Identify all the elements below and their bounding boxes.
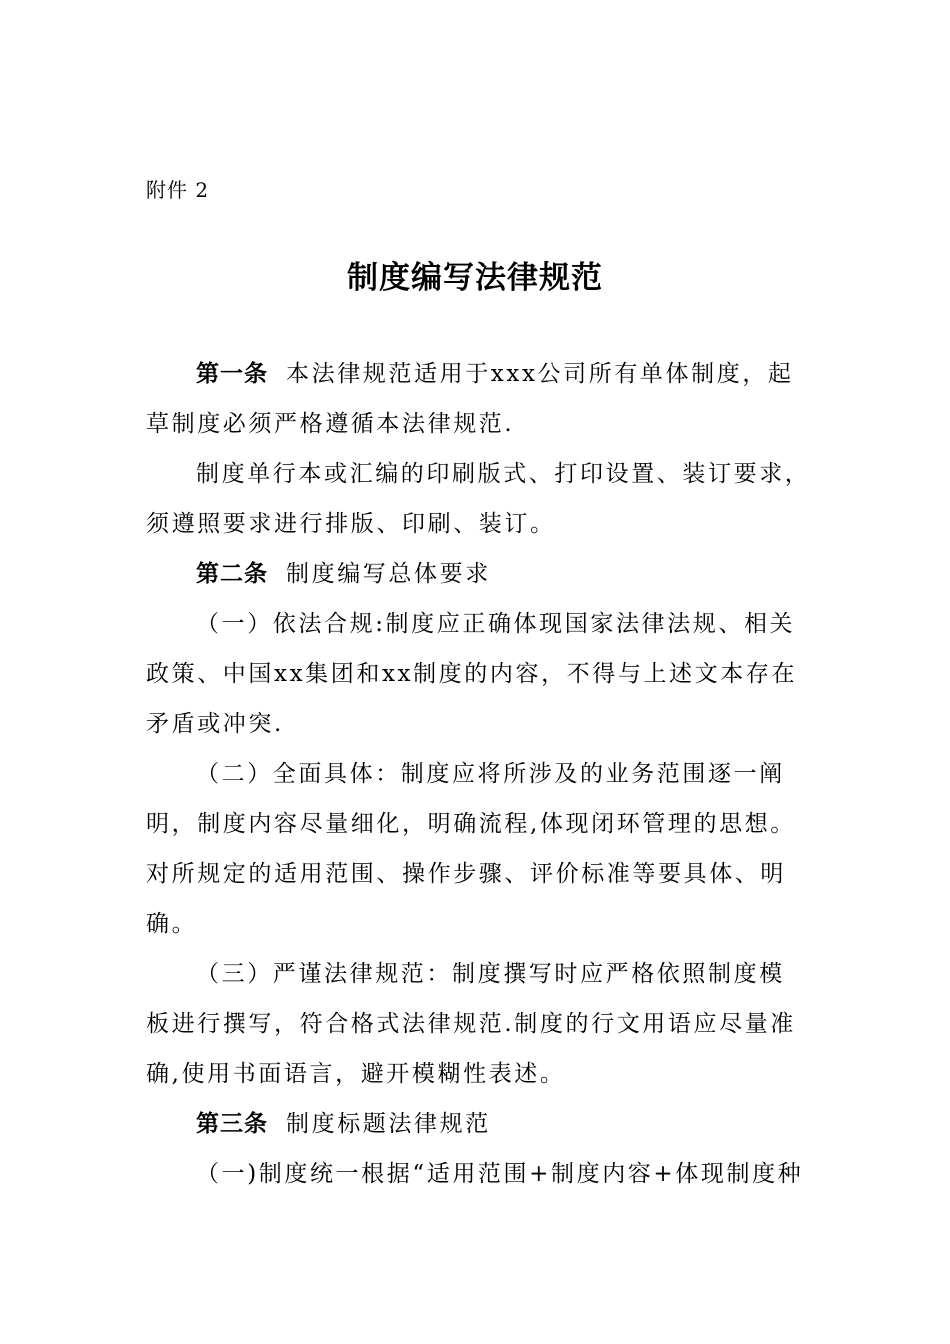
article-1-label: 第一条: [196, 361, 268, 387]
article-2-item-2-line-3: 对所规定的适用范围、操作步骤、评价标准等要具体、明: [146, 861, 786, 887]
article-3-item-1-line-1: （一)制度统一根据“适用范围+制度内容+体现制度种: [196, 1161, 804, 1187]
article-2-heading-line: [196, 558, 491, 590]
article-1-line-4: 须遵照要求进行排版、印刷、装订。: [146, 511, 556, 537]
article-1-text-1: 本法律规范适用于xxx公司所有单体制度，起: [286, 361, 794, 387]
article-2-item-2-line-4: 确。: [146, 911, 198, 937]
attachment-label: 附件 2: [146, 178, 210, 202]
article-2-item-1-line-2: 政策、中国xx集团和xx制度的内容，不得与上述文本存在: [146, 661, 798, 687]
document-title: 制度编写法律规范: [347, 260, 603, 296]
article-2-item-2-line-2: 明，制度内容尽量细化，明确流程,体现闭环管理的思想。: [146, 811, 796, 837]
article-2-item-3-line-1: （三）严谨法律规范：制度撰写时应严格依照制度模: [196, 961, 785, 987]
article-3-label: 第三条: [196, 1111, 268, 1137]
article-2-item-2-line-1: （二）全面具体：制度应将所涉及的业务范围逐一阐: [196, 761, 785, 787]
article-3-heading-line: [196, 1108, 491, 1140]
article-2-item-1-line-1: （一）依法合规:制度应正确体现国家法律法规、相关: [196, 611, 796, 637]
article-2-heading: 制度编写总体要求: [286, 561, 491, 587]
article-1-line-2: 草制度必须严格遵循本法律规范.: [146, 411, 515, 437]
article-2-label: 第二条: [196, 561, 268, 587]
article-3-heading: 制度标题法律规范: [286, 1111, 491, 1137]
article-2-item-3-line-2: 板进行撰写，符合格式法律规范.制度的行文用语应尽量准: [146, 1011, 796, 1037]
article-1-line-3: 制度单行本或汇编的印刷版式、打印设置、装订要求，: [196, 461, 811, 487]
article-1-line-1: [196, 358, 794, 390]
article-2-item-3-line-3: 确,使用书面语言，避开模糊性表述。: [146, 1061, 566, 1087]
article-2-item-1-line-3: 矛盾或冲突.: [146, 711, 284, 737]
